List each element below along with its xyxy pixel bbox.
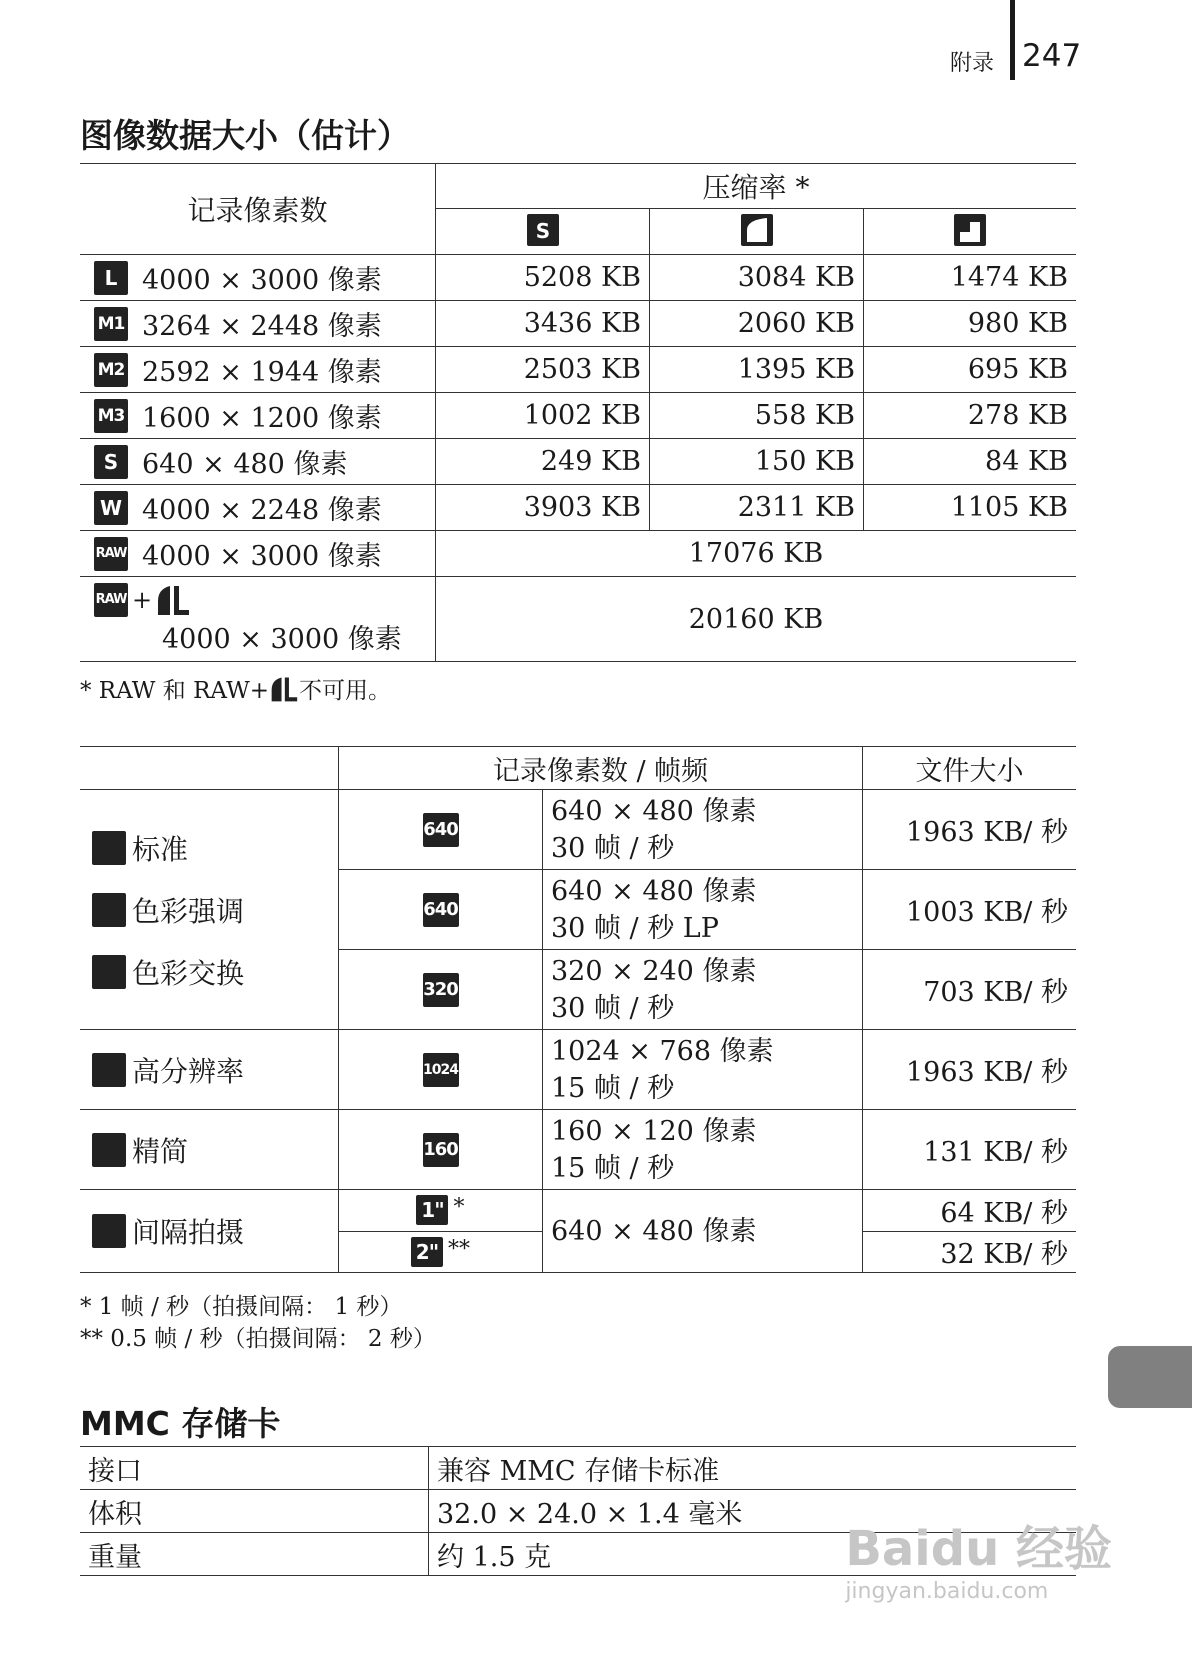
size-value: 249 KB bbox=[436, 439, 650, 485]
raw-icon: RAW bbox=[94, 537, 128, 571]
pixels-value: 1600 × 1200 像素 bbox=[142, 403, 382, 434]
spec-label: 体积 bbox=[80, 1490, 429, 1533]
size-value: 1474 KB bbox=[864, 255, 1077, 301]
chapter-tab bbox=[1108, 1346, 1192, 1408]
table-row bbox=[80, 1190, 1076, 1232]
table-row bbox=[80, 577, 1076, 662]
table2-note-1: * 1 帧 / 秒（拍摄间隔： 1 秒） bbox=[80, 1294, 403, 1320]
header-divider bbox=[1010, 0, 1015, 80]
resolution-value: 640 × 480 像素 bbox=[551, 875, 757, 907]
superfine-icon bbox=[527, 214, 559, 246]
size-value: 3436 KB bbox=[436, 301, 650, 347]
table-row bbox=[80, 255, 1076, 301]
pixels-value: 4000 × 3000 像素 bbox=[142, 265, 382, 296]
large-fine-icon bbox=[156, 583, 190, 617]
res-640-lp-icon: 640 bbox=[423, 893, 459, 927]
section3-title: MMC 存储卡 bbox=[80, 1404, 281, 1443]
filesize-value: 703 KB/ 秒 bbox=[863, 950, 1077, 1030]
table-row bbox=[80, 531, 1076, 577]
section-label: 附录 bbox=[950, 51, 995, 76]
size-m2-icon: M2 bbox=[94, 353, 128, 387]
image-size-table bbox=[80, 163, 1076, 662]
size-value: 1395 KB bbox=[650, 347, 864, 393]
watermark bbox=[845, 1510, 1112, 1604]
page-number: 247 bbox=[1022, 38, 1082, 74]
table1-note: * RAW 和 RAW+ 不可用。 bbox=[80, 672, 391, 705]
size-value: 980 KB bbox=[864, 301, 1077, 347]
framerate-value: 30 帧 / 秒 bbox=[551, 832, 675, 864]
table-row bbox=[80, 790, 1076, 870]
resolution-value: 640 × 480 像素 bbox=[551, 795, 757, 827]
spec-value: 32.0 × 24.0 × 1.4 毫米 bbox=[429, 1490, 1077, 1533]
pixels-value: 640 × 480 像素 bbox=[142, 449, 348, 480]
col-header-filesize: 文件大小 bbox=[863, 747, 1077, 790]
pixels-value: 4000 × 3000 像素 bbox=[162, 623, 402, 655]
watermark-logo: Baidu 经验 bbox=[845, 1521, 1112, 1577]
size-m1-icon: M1 bbox=[94, 307, 128, 341]
framerate-value: 15 帧 / 秒 bbox=[551, 1152, 675, 1184]
table-row bbox=[80, 347, 1076, 393]
resolution-value: 320 × 240 像素 bbox=[551, 955, 757, 987]
table-row bbox=[80, 1030, 1076, 1110]
compression-superfine-col bbox=[436, 209, 650, 255]
size-s-icon: S bbox=[94, 445, 128, 479]
size-value: 17076 KB bbox=[436, 531, 1077, 577]
mode-label: 标准 bbox=[132, 832, 189, 866]
movie-size-table bbox=[80, 746, 1076, 1273]
size-value: 2060 KB bbox=[650, 301, 864, 347]
mode-label: 精简 bbox=[132, 1134, 189, 1168]
res-160-icon: 160 bbox=[423, 1133, 459, 1167]
interval-1s-icon: 1" bbox=[416, 1195, 448, 1225]
table2-note-2: ** 0.5 帧 / 秒（拍摄间隔： 2 秒） bbox=[80, 1326, 436, 1352]
filesize-value: 32 KB/ 秒 bbox=[863, 1231, 1077, 1273]
res-1024-icon: 1024 bbox=[423, 1053, 459, 1087]
size-value: 278 KB bbox=[864, 393, 1077, 439]
fine-icon bbox=[741, 214, 773, 246]
svg-text:S: S bbox=[535, 218, 550, 243]
framerate-value: 30 帧 / 秒 bbox=[551, 992, 675, 1024]
res-320-icon: 320 bbox=[423, 973, 459, 1007]
framerate-value: 30 帧 / 秒 LP bbox=[551, 912, 719, 944]
large-fine-icon bbox=[269, 675, 299, 703]
resolution-value: 640 × 480 像素 bbox=[543, 1190, 863, 1273]
pixels-value: 4000 × 3000 像素 bbox=[142, 541, 382, 572]
table-row bbox=[80, 1110, 1076, 1190]
compact-icon bbox=[92, 1133, 126, 1167]
mode-label: 间隔拍摄 bbox=[132, 1216, 245, 1249]
col-header-compression: 压缩率 * bbox=[436, 164, 1077, 209]
pixels-value: 2592 × 1944 像素 bbox=[142, 357, 382, 388]
size-value: 20160 KB bbox=[436, 577, 1077, 662]
table-row bbox=[80, 439, 1076, 485]
filesize-value: 131 KB/ 秒 bbox=[863, 1110, 1077, 1190]
color-swap-icon bbox=[92, 955, 126, 989]
size-value: 3084 KB bbox=[650, 255, 864, 301]
filesize-value: 1003 KB/ 秒 bbox=[863, 870, 1077, 950]
filesize-value: 64 KB/ 秒 bbox=[863, 1190, 1077, 1232]
watermark-url: jingyan.baidu.com bbox=[845, 1579, 1049, 1604]
size-w-icon: W bbox=[94, 491, 128, 525]
size-value: 558 KB bbox=[650, 393, 864, 439]
size-value: 2311 KB bbox=[650, 485, 864, 531]
col-header-pixels: 记录像素数 bbox=[80, 164, 436, 255]
color-accent-icon bbox=[92, 893, 126, 927]
raw-icon: RAW bbox=[94, 583, 128, 617]
pixels-value: 3264 × 2448 像素 bbox=[142, 311, 382, 342]
filesize-value: 1963 KB/ 秒 bbox=[863, 1030, 1077, 1110]
compression-fine-col bbox=[650, 209, 864, 255]
table-row bbox=[80, 393, 1076, 439]
size-value: 1002 KB bbox=[436, 393, 650, 439]
spec-label: 重量 bbox=[80, 1533, 429, 1576]
high-resolution-icon bbox=[92, 1053, 126, 1087]
table-row bbox=[80, 485, 1076, 531]
footnote-mark: ** bbox=[448, 1236, 471, 1262]
size-value: 150 KB bbox=[650, 439, 864, 485]
footnote-mark: * bbox=[453, 1195, 465, 1221]
framerate-value: 15 帧 / 秒 bbox=[551, 1072, 675, 1104]
interval-2s-icon: 2" bbox=[411, 1237, 443, 1267]
size-value: 5208 KB bbox=[436, 255, 650, 301]
filesize-value: 1963 KB/ 秒 bbox=[863, 790, 1077, 870]
standard-movie-icon bbox=[92, 831, 126, 865]
mode-label: 色彩交换 bbox=[132, 956, 245, 990]
plus-sign: + bbox=[132, 585, 153, 614]
size-value: 695 KB bbox=[864, 347, 1077, 393]
resolution-value: 1024 × 768 像素 bbox=[551, 1035, 774, 1067]
size-value: 84 KB bbox=[864, 439, 1077, 485]
section1-title: 图像数据大小（估计） bbox=[80, 116, 410, 155]
spec-value: 兼容 MMC 存储卡标准 bbox=[429, 1447, 1077, 1490]
size-l-icon: L bbox=[94, 261, 128, 295]
res-640-icon: 640 bbox=[423, 813, 459, 847]
size-m3-icon: M3 bbox=[94, 399, 128, 433]
time-lapse-icon bbox=[92, 1214, 126, 1248]
mode-label: 高分辨率 bbox=[132, 1054, 245, 1088]
spec-value: 约 1.5 克 bbox=[429, 1533, 1077, 1576]
mode-label: 色彩强调 bbox=[132, 894, 245, 928]
resolution-value: 160 × 120 像素 bbox=[551, 1115, 757, 1147]
size-value: 3903 KB bbox=[436, 485, 650, 531]
compression-normal-col bbox=[864, 209, 1077, 255]
table-row bbox=[80, 1447, 1076, 1490]
spec-label: 接口 bbox=[80, 1447, 429, 1490]
normal-icon bbox=[954, 214, 986, 246]
col-header-resolution: 记录像素数 / 帧频 bbox=[339, 747, 863, 790]
size-value: 2503 KB bbox=[436, 347, 650, 393]
table-row bbox=[80, 301, 1076, 347]
size-value: 1105 KB bbox=[864, 485, 1077, 531]
pixels-value: 4000 × 2248 像素 bbox=[142, 495, 382, 526]
